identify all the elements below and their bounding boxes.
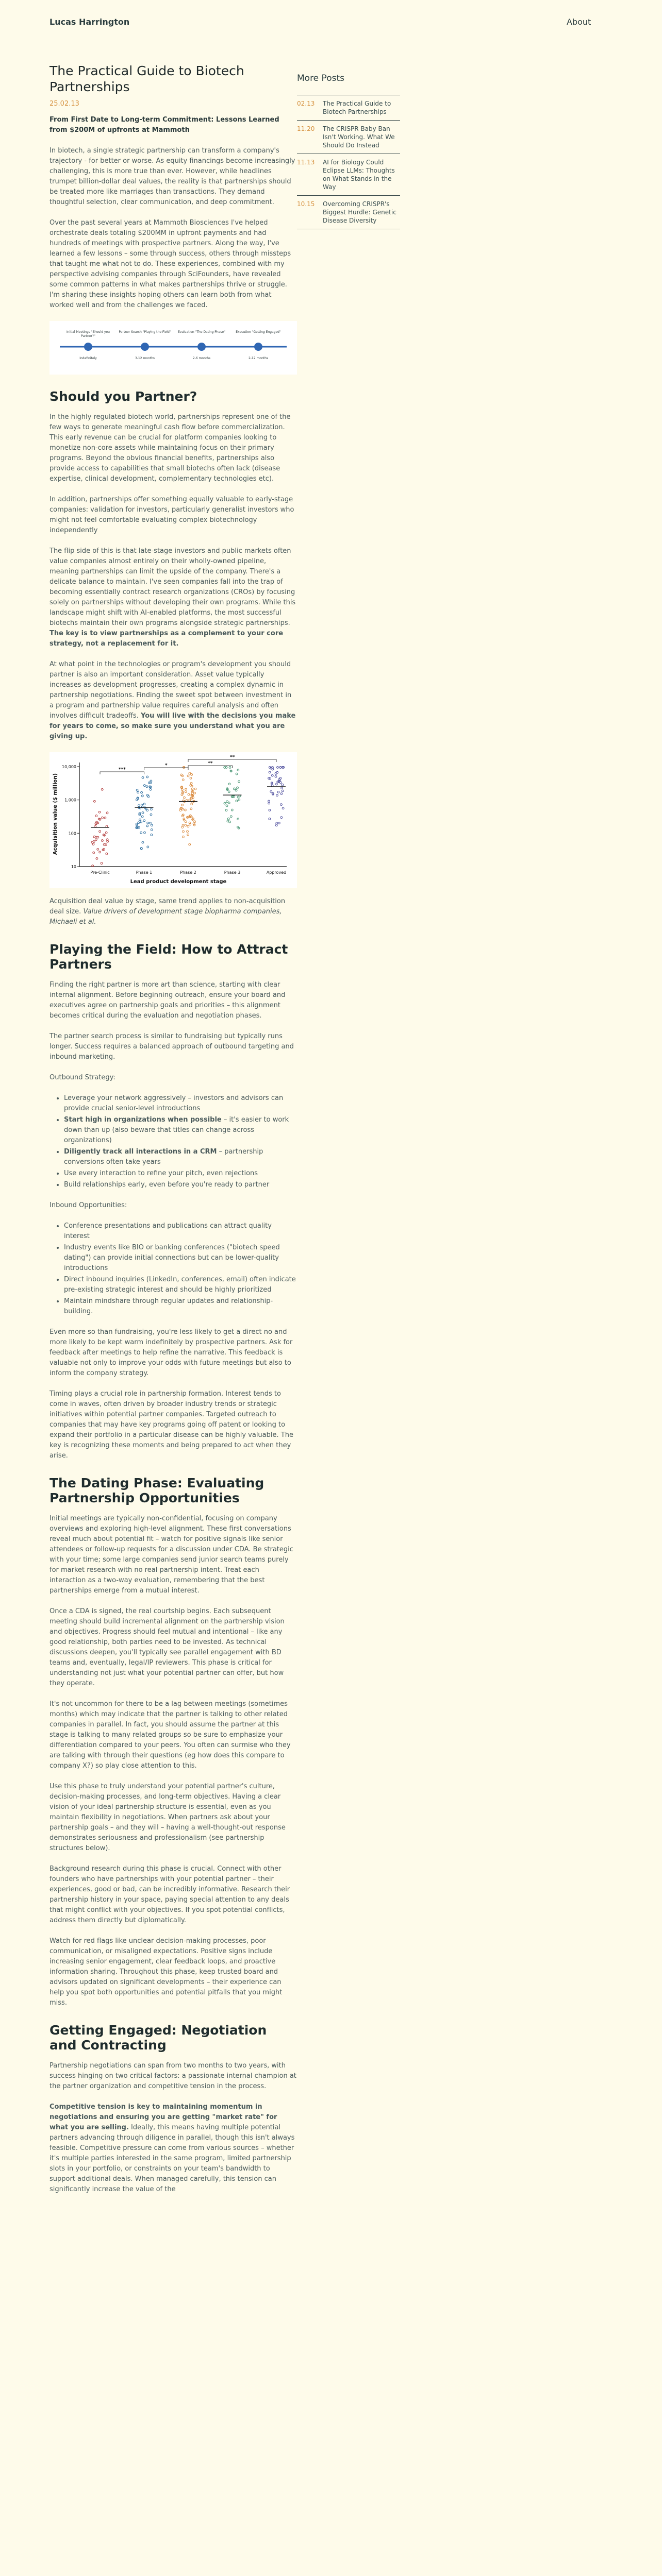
scatter-point (282, 790, 284, 792)
scatter-point (190, 808, 192, 810)
scatter-point (187, 834, 189, 836)
significance-label: *** (118, 767, 126, 772)
scatter-point (138, 805, 140, 807)
scatter-point (231, 809, 233, 811)
scatter-point (187, 825, 189, 827)
paragraph: The partner search process is similar to fundraising but typically runs longer. Success requires a balanced approach of outbound targeting and inbound marketing. (49, 1032, 294, 1061)
scatter-point (95, 815, 97, 817)
more-posts-list (297, 95, 400, 229)
scatter-point (229, 821, 231, 823)
scatter-point (276, 794, 278, 796)
significance-label: ** (208, 761, 213, 766)
scatter-point (238, 781, 240, 783)
scatter-point (146, 809, 148, 811)
scatter-point (93, 800, 95, 802)
scatter-point (269, 771, 271, 773)
list-item (64, 1180, 297, 1190)
scatter-point (185, 821, 187, 823)
scatter-point (182, 836, 184, 838)
paragraph: In addition, partnerships offer something equally valuable to early-stage companies: validation for investors, particularly generalist investors who might not feel comfortable evaluating complex biotechnology independently (49, 496, 294, 534)
significance-label: * (164, 763, 168, 768)
more-post-title[interactable]: The CRISPR Baby Ban Isn't Working. What We Should Do Instead (323, 125, 395, 149)
scatter-point (278, 822, 280, 824)
about-link[interactable]: About (567, 17, 591, 27)
scatter-point (182, 779, 184, 781)
paragraph-text: Ideally, this means having multiple potential partners advancing through diligence in parallel, though this isn't always feasible. Competitive pressure can come from various sources – whether it's multiple parties interested in the same program, limited partnership slots in your portfolio, or constraints on your team's bandwidth to support additional deals. When managed carefully, this tension can significantly increase the value of the (49, 2124, 295, 2193)
timeline-dot (84, 343, 92, 351)
timeline-figure (49, 321, 297, 375)
scatter-point (189, 843, 191, 845)
list-item: • Direct inbound inquiries (LinkedIn, conferences, email) often indicate pre-existing strategic interest and should be highly prioritized (64, 1275, 297, 1295)
timeline-dot (141, 343, 149, 351)
scatter-point (280, 817, 283, 819)
timeline-dot (197, 343, 206, 351)
x-axis-label: Lead product development stage (130, 879, 227, 885)
scatter-point (190, 777, 192, 779)
more-post-item[interactable] (297, 95, 400, 120)
paragraph: Partnership negotiations can span from two months to two years, with success hinging on two critical factors: a passionate internal champion at the partner organization and competitive tension in the process. (49, 2062, 296, 2090)
more-post-item[interactable] (297, 120, 400, 154)
paragraph: Initial meetings are typically non-confidential, focusing on company overviews and exploring high-level alignment. These first conversations reveal much about potential fit – watch for positive signals like senior attendees or follow-up requests for a discussion under CDA. Be strategic with your time; some large companies send junior search teams purely for market research with no real partnership intent. Treat each interaction as a two-way evaluation, remembering that the best partnerships emerge from a mutual interest. (49, 1515, 293, 1595)
x-tick-label: Phase 1 (136, 870, 153, 875)
scatter-point (147, 822, 149, 824)
scatter-point (224, 802, 226, 804)
x-ticks (90, 870, 286, 875)
list-label: Inbound Opportunities: (49, 1201, 127, 1209)
scatter-point (235, 789, 237, 791)
scatter-point (279, 782, 282, 784)
scatter-point (277, 767, 279, 769)
scatter-point (236, 773, 238, 775)
scatter-point (146, 825, 148, 827)
section-heading: Playing the Field: How to Attract Partners (49, 942, 288, 972)
more-post-item[interactable] (297, 154, 400, 195)
chart-svg (49, 752, 297, 886)
paragraph: Even more so than fundraising, you're less likely to get a direct no and more likely to be kept warm indefinitely by prospective partners. Ask for feedback after meetings to help refine the narrative. This feedback is valuable not only to improve your odds with future meetings but also to inform the company strategy. (49, 1328, 293, 1377)
timeline-duration: 2-6 months (192, 357, 211, 360)
scatter-point (228, 791, 230, 793)
timeline-svg (49, 321, 297, 372)
timeline-stage-4 (230, 330, 287, 360)
scatter-point (227, 818, 229, 820)
paragraph: It's not uncommon for there to be a lag between meetings (sometimes months) which may indicate that the partner is talking to other related companies in parallel. In fact, you should assume the partner at this stage is talking to many related groups so be sure to emphasize your differentiation compared to your peers. You often can surmise who they are talking with through their questions (eg how does this compare to company X?) so play close attention to this. (49, 1700, 291, 1770)
acquisition-chart (49, 752, 297, 888)
scatter-point (99, 831, 101, 833)
paragraph (49, 546, 297, 649)
scatter-point (97, 836, 99, 838)
scatter-point (191, 803, 193, 805)
section-heading: Should you Partner? (49, 389, 197, 404)
scatter-point (189, 772, 191, 774)
scatter-point (191, 774, 193, 776)
section-heading: Getting Engaged: Negotiation and Contracting (49, 2023, 267, 2053)
scatter-point (102, 840, 104, 842)
timeline-duration: 3-12 months (135, 357, 155, 360)
scatter-point (237, 818, 239, 820)
x-tick-label: Phase 3 (224, 870, 241, 875)
scatter-point (268, 800, 270, 802)
scatter-point (189, 799, 191, 801)
scatter-point (282, 807, 284, 809)
scatter-point (237, 769, 239, 771)
paragraph (49, 659, 297, 742)
scatter-point (140, 821, 142, 823)
scatter-point (280, 804, 283, 806)
y-tick-label: 1,000 (64, 798, 76, 803)
scatter-point (194, 788, 196, 790)
scatter-point (184, 796, 186, 799)
scatter-point (150, 822, 152, 824)
scatter-point (151, 829, 153, 831)
scatter-point (190, 782, 192, 784)
scatter-point (181, 826, 184, 828)
timeline-duration: 2-12 months (248, 357, 269, 360)
significance-brackets (100, 755, 276, 774)
scatter-point (143, 820, 145, 822)
scatter-point (142, 812, 144, 814)
site-brand-link[interactable]: Lucas Harrington (49, 17, 130, 27)
paragraph: Once a CDA is signed, the real courtship begins. Each subsequent meeting should build incremental alignment on the partnership vision and objectives. Progress should feel mutual and intentional – like any good relationship, both parties need to be invested. As technical discussions deepen, you'll typically see parallel engagement with BD teams and, eventually, legal/IP reviewers. This phase is critical for understanding not just what your potential partner can offer, but how they operate. (49, 1607, 285, 1687)
list-item (64, 1093, 297, 1114)
scatter-point (182, 824, 184, 826)
list-item-text: Leverage your network aggressively – investors and advisors can provide crucial senior-level introductions (64, 1094, 284, 1112)
more-post-title[interactable]: AI for Biology Could Eclipse LLMs: Thoughts on What Stands in the Way (323, 159, 395, 191)
scatter-point (101, 862, 103, 865)
more-post-title[interactable]: The Practical Guide to Biotech Partnerships (323, 100, 391, 115)
scatter-point (106, 812, 108, 814)
scatter-point (105, 832, 107, 834)
scatter-point (237, 796, 239, 798)
y-ticks (62, 765, 79, 869)
inbound-list (49, 1221, 297, 1317)
scatter-point (101, 788, 103, 790)
paragraph: Use this phase to truly understand your potential partner's culture, decision-making processes, and long-term objectives. Having a clear vision of your ideal partnership structure is essential, even as you maintain flexibility in negotiations. When partners ask about your partnership goals – and they will – having a well-thought-out response demonstrates seriousness and professionalism (see partnership structures below). (49, 1783, 286, 1852)
list-item-text: – it's easier to work down than up (also beware that titles can change across organizations) (64, 1116, 289, 1144)
scatter-point (150, 814, 152, 816)
scatter-point (230, 816, 232, 818)
timeline-stage-label: Execution "Getting Engaged" (236, 330, 281, 334)
paragraph: Finding the right partner is more art than science, starting with clear internal alignment. Before beginning outreach, ensure your board and executives agree on partnership goals and priorities – this alignment becomes critical during the evaluation and negotiation phases. (49, 981, 286, 1020)
scatter-point (144, 832, 146, 834)
scatter-point (151, 824, 153, 826)
scatter-point (138, 822, 140, 824)
scatter-point (137, 791, 139, 793)
list-item: • Maintain mindshare through regular updates and relationship-building. (64, 1296, 297, 1317)
scatter-point (269, 818, 271, 820)
paragraph: In biotech, a single strategic partnership can transform a company's trajectory - for better or worse. As equity financings become increasingly challenging, this is more true than ever. However, while headlines trumpet billion-dollar deal values, the reality is that partnerships should be treated more like marriages than transactions. They demand thoughtful selection, clear communication, and deep commitment. (49, 147, 295, 206)
caption-text: Acquisition deal value by stage, same trend applies to non-acquisition deal size. (49, 897, 286, 916)
scatter-point (95, 839, 97, 841)
paragraph: Timing plays a crucial role in partnership formation. Interest tends to come in waves, often driven by broader industry trends or strategic initiatives within potential partner companies. Targeted outreach to companies that may have key programs going off patent or looking to expand their portfolio in a particular disease can be highly valuable. The key is recognizing these moments and being prepared to act when they arise. (49, 1390, 293, 1460)
scatter-point (194, 821, 196, 823)
paragraph-bold: The key is to view partnerships as a complement to your core strategy, not a replacement for it. (49, 630, 284, 648)
scatter-point (104, 817, 106, 819)
scatter-point (139, 819, 141, 821)
scatter-point (194, 792, 196, 794)
scatter-point (141, 804, 143, 806)
scatter-point (270, 791, 272, 793)
post-title: The Practical Guide to Biotech Partnerships (49, 63, 244, 94)
top-nav (0, 0, 662, 47)
scatter-point (191, 788, 193, 790)
paragraph-bold: You will live with the decisions you make for years to come, so make sure you understand what you are giving up. (49, 712, 296, 740)
scatter-point (185, 809, 187, 811)
scatter-point (142, 841, 144, 843)
scatter-point (186, 800, 188, 802)
post-date: 25.02.13 (49, 100, 79, 108)
outbound-list (49, 1093, 297, 1190)
scatter-points (91, 767, 285, 867)
list-item-bold: Diligently track all interactions in a CRM (64, 1148, 217, 1156)
scatter-point (93, 852, 95, 854)
timeline-stage-1 (60, 330, 117, 360)
article (49, 63, 297, 2205)
scatter-point (187, 775, 189, 777)
paragraph: Over the past several years at Mammoth Biosciences I've helped orchestrate deals totaling $200MM in upfront payments and had hundreds of meetings with prospective partners. Along the way, I've learned a few lessons – some through success, others through missteps that taught me what not to do. These experiences, combined with my perspective advising companies through SciFounders, have revealed some common patterns in what makes partnerships thrive or struggle. I'm sharing these insights hoping others can learn both from what worked well and from the challenges we faced. (49, 219, 291, 309)
scatter-point (97, 849, 99, 851)
scatter-point (140, 832, 142, 834)
paragraph-text: The flip side of this is that late-stage investors and public markets often value companies almost entirely on their wholly-owned pipeline, meaning partnerships can limit the upside of the company. There's a delicate balance to maintain. I've seen companies fall into the trap of becoming essentially contract research organizations (CROs) by focusing solely on partnerships without developing their own programs. While this landscape might shift with AI-enabled platforms, the most successful biotechs maintain their own programs alongside strategic partnerships. (49, 547, 296, 627)
list-item-text: – partnership conversions often take years (64, 1148, 263, 1166)
scatter-point (142, 776, 144, 778)
y-tick-label: 100 (68, 831, 76, 836)
scatter-point (268, 802, 270, 804)
timeline-stage-label: Evaluation "The Dating Phase" (178, 330, 225, 334)
scatter-point (141, 791, 143, 793)
scatter-point (275, 775, 277, 777)
scatter-point (181, 804, 184, 806)
scatter-point (185, 791, 187, 793)
timeline-stage-label: Initial Meetings "Should you Partner?" (67, 330, 110, 338)
more-post-date: 02.13 (297, 100, 315, 107)
scatter-point (233, 788, 235, 790)
scatter-point (276, 822, 278, 824)
timeline-duration: Indefinitely (79, 357, 97, 360)
list-label: Outbound Strategy: (49, 1074, 115, 1081)
scatter-point (99, 851, 101, 853)
scatter-point (96, 858, 98, 860)
scatter-point (98, 811, 101, 813)
scatter-point (277, 791, 279, 793)
scatter-point (226, 805, 228, 807)
more-post-item[interactable] (297, 195, 400, 229)
scatter-point (106, 853, 108, 855)
median-lines (91, 787, 286, 827)
section-heading: The Dating Phase: Evaluating Partnership Opportunities (49, 1476, 264, 1505)
list-item-text: Build relationships early, even before you're ready to partner (64, 1181, 270, 1189)
scatter-point (225, 809, 227, 811)
scatter-point (136, 789, 138, 791)
scatter-point (237, 787, 239, 789)
paragraph: In the highly regulated biotech world, partnerships represent one of the few ways to generate meaningful cash flow before commercialization. This early revenue can be crucial for platform companies looking to monetize non-core assets while maintaining focus on their primary programs. Beyond the obvious financial benefits, partnerships also provide access to capabilities that small biotechs often lack (disease expertise, clinical development, complementary technologies etc). (49, 413, 291, 483)
scatter-point (187, 831, 189, 833)
scatter-point (236, 800, 238, 802)
scatter-point (269, 809, 271, 811)
scatter-point (143, 803, 145, 805)
scatter-point (228, 802, 230, 804)
scatter-point (143, 785, 145, 787)
scatter-point (275, 824, 277, 826)
y-tick-label: 10 (71, 865, 76, 869)
list-item: • Conference presentations and publications can attract quality interest (64, 1221, 297, 1242)
more-post-date: 11.13 (297, 159, 315, 166)
more-post-date: 11.20 (297, 125, 315, 132)
sidebar-title: More Posts (297, 73, 344, 83)
more-post-title[interactable]: Overcoming CRISPR's Biggest Hurdle: Genetic Disease Diversity (323, 200, 396, 224)
scatter-point (185, 824, 187, 826)
scatter-point (147, 846, 149, 848)
scatter-point (150, 788, 152, 790)
sidebar (297, 73, 400, 229)
scatter-point (93, 841, 95, 843)
list-item-text: Use every interaction to refine your pitch, even rejections (64, 1170, 258, 1177)
paragraph: Background research during this phase is crucial. Connect with other founders who have partnerships with your potential partner – their experiences, good or bad, can be incredibly informative. Research their partnership history in your space, paying special attention to any deals that might conflict with your objectives. If you spot potential conflicts, address them directly but diplomatically. (49, 1865, 290, 1924)
paragraph-text: At what point in the technologies or program's development you should partner is also an important consideration. Asset value typically increases as development progresses, creating a complex dynamic in partnership negotiations. Finding the sweet spot between investment in a program and partnership value requires careful analysis and often involves difficult tradeoffs. (49, 660, 292, 720)
timeline-dot (254, 343, 262, 351)
paragraph (49, 2102, 297, 2195)
y-tick-label: 10,000 (62, 765, 76, 769)
scatter-point (146, 786, 148, 788)
chart-caption (49, 896, 297, 927)
scatter-point (228, 783, 230, 785)
scatter-point (151, 808, 153, 810)
timeline-stage-3 (173, 330, 230, 360)
x-tick-label: Phase 2 (180, 870, 196, 875)
scatter-point (226, 801, 228, 803)
list-item (64, 1168, 297, 1179)
scatter-point (282, 784, 284, 786)
post-lead: From First Date to Long-term Commitment: Lessons Learned from $200M of upfronts at Mammoth (49, 116, 279, 134)
scatter-point (102, 817, 104, 819)
scatter-point (188, 793, 190, 795)
x-tick-label: Approved (266, 870, 287, 875)
scatter-point (151, 834, 153, 836)
scatter-point (281, 787, 283, 789)
timeline-stage-label: Partner Search "Playing the Field" (119, 330, 171, 334)
more-post-date: 10.15 (297, 200, 315, 208)
paragraph-bold: Competitive tension is key to maintaining momentum in negotiations and ensuring you are getting "market rate" for what you are selling. (49, 2103, 277, 2131)
scatter-point (280, 793, 283, 795)
scatter-point (275, 773, 277, 775)
significance-label: ** (229, 755, 235, 760)
scatter-point (183, 831, 185, 833)
list-item (64, 1115, 297, 1146)
scatter-point (238, 799, 240, 801)
list-item-bold: Start high in organizations when possible (64, 1116, 222, 1124)
scatter-point (92, 843, 94, 845)
scatter-point (276, 783, 278, 785)
timeline-stage-2 (117, 330, 173, 360)
list-item (64, 1147, 297, 1167)
scatter-point (146, 776, 148, 778)
paragraph: Watch for red flags like unclear decision-making processes, poor communication, or misaligned expectations. Positive signs include increasing senior engagement, clear feedback loops, and proactive information sharing. Throughout this phase, keep trusted board and advisors updated on significant developments – their experience can help you spot both opportunities and potential pitfalls that you might miss. (49, 1937, 283, 2007)
scatter-point (271, 774, 273, 776)
list-item: • Industry events like BIO or banking conferences ("biotech speed dating") can provide initial connections but can be lower-quality introductions (64, 1243, 297, 1274)
scatter-point (141, 816, 143, 818)
y-axis-label: Acquisition value ($ million) (53, 773, 58, 855)
x-tick-label: Pre-Clinic (90, 870, 110, 875)
scatter-point (229, 767, 231, 769)
scatter-point (185, 788, 187, 790)
caption-source: Value drivers of development stage biopharma companies, Michaeli et al. (49, 908, 282, 926)
scatter-point (141, 795, 143, 797)
